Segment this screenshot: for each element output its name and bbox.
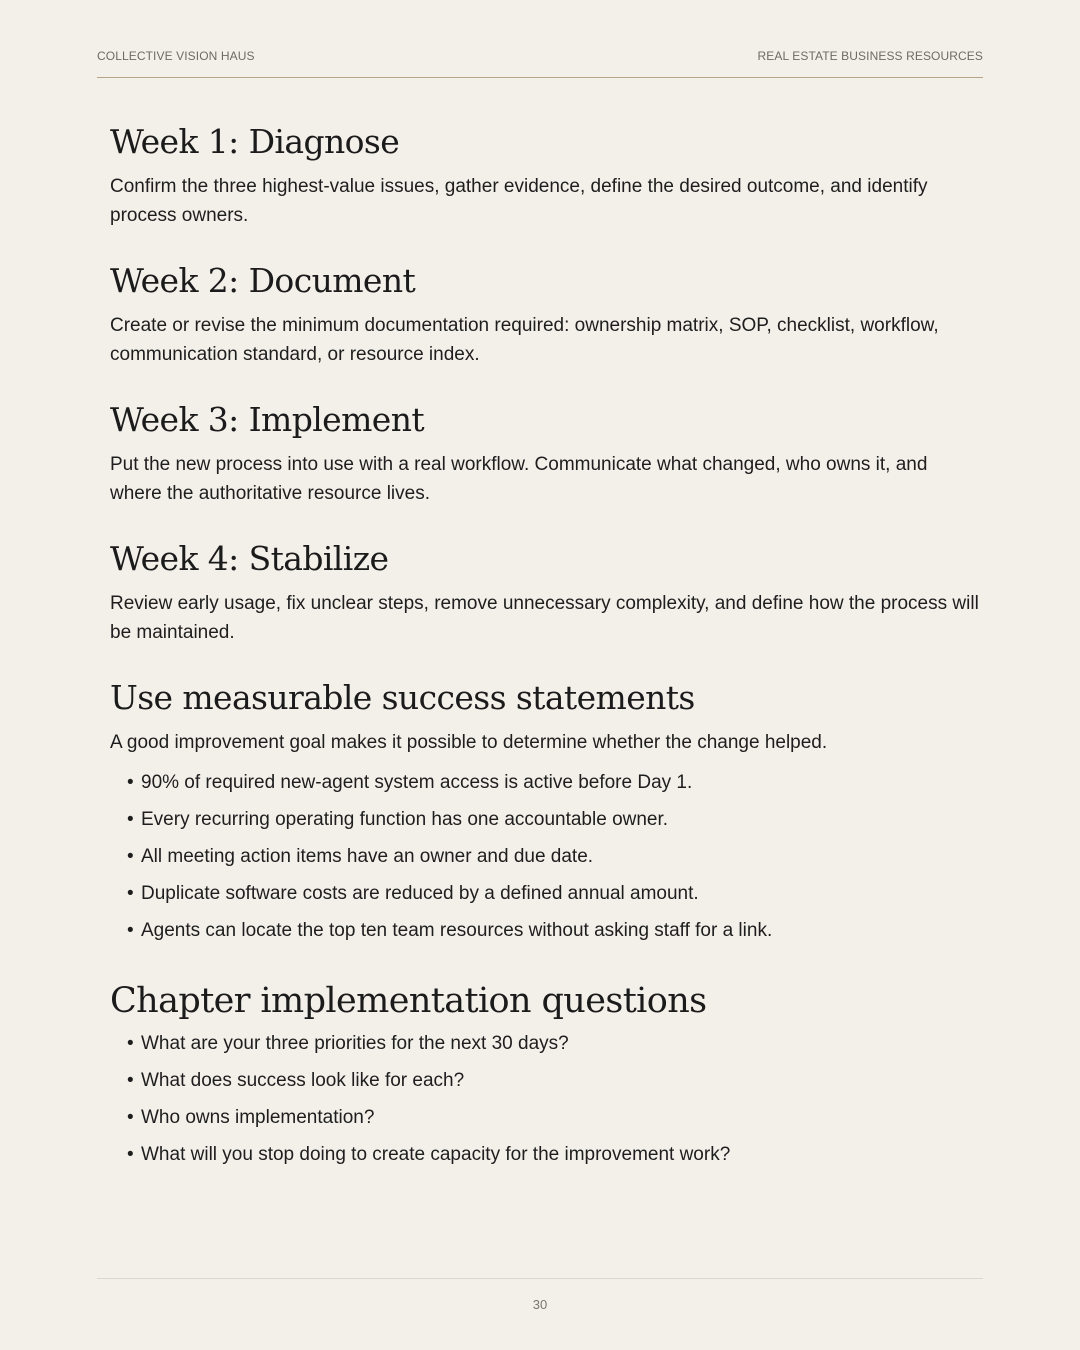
- questions-list: [127, 1025, 980, 1173]
- list-item: [127, 1099, 980, 1136]
- list-item-text: 90% of required new-agent system access is active before Day 1.: [141, 772, 693, 793]
- list-item: [127, 764, 980, 801]
- list-item-text: All meeting action items have an owner and due date.: [141, 846, 594, 867]
- list-item: [127, 1025, 980, 1062]
- list-item-text: What are your three priorities for the next 30 days?: [141, 1033, 569, 1054]
- success-list: [127, 764, 980, 949]
- week-3-section: [110, 398, 980, 537]
- list-item-text: Every recurring operating function has one accountable owner.: [141, 809, 669, 830]
- main-content: [110, 120, 980, 1173]
- bullet-icon: •: [127, 883, 134, 904]
- week-1-body: Confirm the three highest-value issues, gather evidence, define the desired outcome, and identify process owners.: [110, 176, 928, 226]
- list-item: [127, 838, 980, 875]
- week-1-section: [110, 120, 980, 259]
- list-item: [127, 875, 980, 912]
- bullet-icon: •: [127, 1144, 134, 1165]
- week-4-section: [110, 537, 980, 676]
- list-item-text: What will you stop doing to create capacity for the improvement work?: [141, 1144, 731, 1165]
- bullet-icon: •: [127, 846, 134, 867]
- list-item-text: Agents can locate the top ten team resources without asking staff for a link.: [141, 920, 773, 941]
- list-item-text: Who owns implementation?: [141, 1107, 375, 1128]
- week-4-body: Review early usage, fix unclear steps, remove unnecessary complexity, and define how the process will be maintained.: [110, 593, 979, 643]
- week-3-heading: Week 3: Implement: [110, 400, 425, 439]
- bullet-icon: •: [127, 809, 134, 830]
- list-item-text: Duplicate software costs are reduced by a defined annual amount.: [141, 883, 699, 904]
- publisher-name: COLLECTIVE VISION HAUS: [97, 49, 255, 63]
- week-3-body: Put the new process into use with a real workflow. Communicate what changed, who owns it, and where the authoritative resource lives.: [110, 454, 928, 504]
- week-1-heading: Week 1: Diagnose: [110, 122, 400, 161]
- week-2-heading: Week 2: Document: [110, 261, 416, 300]
- bullet-icon: •: [127, 1107, 134, 1128]
- list-item: [127, 1136, 980, 1173]
- bullet-icon: •: [127, 920, 134, 941]
- page-header: [97, 47, 983, 78]
- footer-divider: [97, 1278, 983, 1279]
- success-statements-section: [110, 676, 980, 979]
- list-item: [127, 912, 980, 949]
- week-4-heading: Week 4: Stabilize: [110, 539, 389, 578]
- success-intro: A good improvement goal makes it possible to determine whether the change helped.: [110, 732, 828, 753]
- week-2-section: [110, 259, 980, 398]
- success-heading: Use measurable success statements: [110, 678, 695, 717]
- bullet-icon: •: [127, 1033, 134, 1054]
- list-item: [127, 1062, 980, 1099]
- bullet-icon: •: [127, 1070, 134, 1091]
- week-2-body: Create or revise the minimum documentation required: ownership matrix, SOP, checklist, workflow, communication standard, or resource index.: [110, 315, 939, 365]
- bullet-icon: •: [127, 772, 134, 793]
- page-number: 30: [532, 1297, 548, 1312]
- section-label: REAL ESTATE BUSINESS RESOURCES: [757, 49, 983, 63]
- list-item-text: What does success look like for each?: [141, 1070, 465, 1091]
- list-item: [127, 801, 980, 838]
- implementation-questions-section: [110, 979, 980, 1173]
- questions-heading: Chapter implementation questions: [110, 981, 707, 1021]
